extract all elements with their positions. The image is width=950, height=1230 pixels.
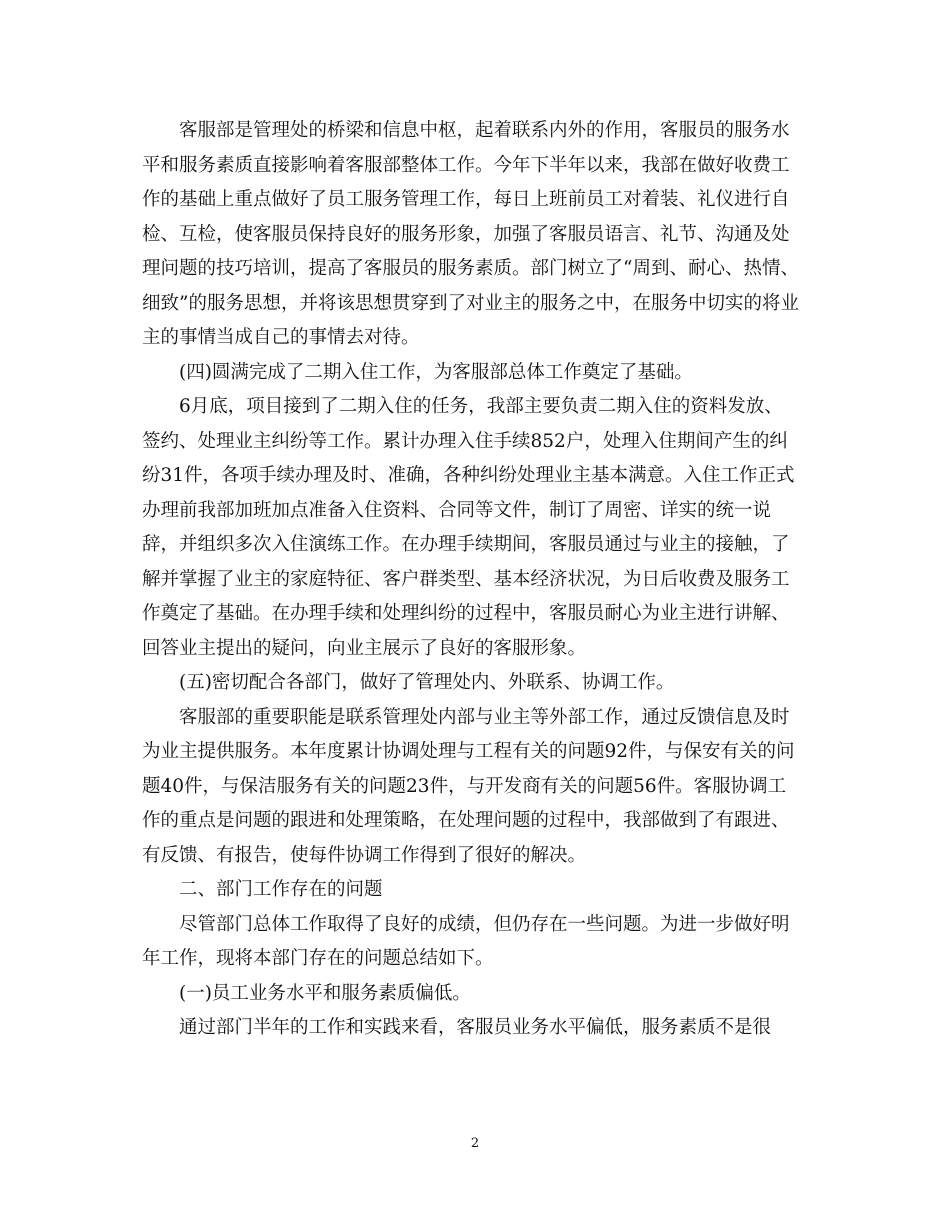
paragraph-line: 通过部门半年的工作和实践来看，客服员业务水平偏低，服务素质不是很: [179, 1017, 772, 1038]
paragraph-line: 作的重点是问题的跟进和处理策略，在处理问题的过程中，我部做到了有跟进、: [142, 810, 790, 831]
paragraph-line: 细致”的服务思想，并将该思想贯穿到了对业主的服务之中，在服务中切实的将业: [142, 292, 799, 314]
paragraph-line: 主的事情当成自己的事情去对待。: [142, 327, 420, 348]
paragraph-line: 6月底，项目接到了二期入住的任务，我部主要负责二期入住的资料发放、: [179, 396, 783, 417]
paragraph-line: 尽管部门总体工作取得了良好的成绩，但仍存在一些问题。为进一步做好明: [179, 913, 790, 935]
paragraph-line: 回答业主提出的疑问，向业主展示了良好的客服形象。: [142, 637, 587, 659]
paragraph-line: 客服部是管理处的桥梁和信息中枢，起着联系内外的作用，客服员的服务水: [179, 120, 790, 141]
paragraph-line: 作的基础上重点做好了员工服务管理工作，每日上班前员工对着装、礼仪进行自: [142, 189, 790, 210]
paragraph-line: 有反馈、有报告，使每件协调工作得到了很好的解决。: [142, 844, 587, 866]
paragraph-line: 纷31件，各项手续办理及时、准确，各种纠纷处理业主基本满意。入住工作正式: [142, 465, 795, 486]
section-heading: (五)密切配合各部门，做好了管理处内、外联系、协调工作。: [179, 672, 675, 693]
section-heading: 二、部门工作存在的问题: [179, 879, 383, 900]
paragraph-line: 客服部的重要职能是联系管理处内部与业主等外部工作，通过反馈信息及时: [179, 706, 790, 728]
paragraph-line: 作奠定了基础。在办理手续和处理纠纷的过程中，客服员耐心为业主进行讲解、: [142, 603, 790, 624]
paragraph-line: 签约、处理业主纠纷等工作。累计办理入住手续852户，处理入住期间产生的纠: [142, 430, 788, 452]
section-heading: (四)圆满完成了二期入住工作，为客服部总体工作奠定了基础。: [179, 361, 693, 383]
paragraph-line: 办理前我部加班加点准备入住资料、合同等文件，制订了周密、详实的统一说: [142, 499, 772, 521]
paragraph-line: 检、互检，使客服员保持良好的服务形象，加强了客服员语言、礼节、沟通及处: [142, 223, 790, 245]
page-number: 2: [470, 1136, 480, 1151]
paragraph-line: 年工作，现将本部门存在的问题总结如下。: [142, 948, 494, 969]
paragraph-line: 理问题的技巧培训，提高了客服员的服务素质。部门树立了“周到、耐心、热情、: [142, 258, 799, 279]
paragraph-line: 辞，并组织多次入住演练工作。在办理手续期间，客服员通过与业主的接触，了: [142, 534, 790, 555]
paragraph-line: 为业主提供服务。本年度累计协调处理与工程有关的问题92件，与保安有关的问: [142, 741, 795, 762]
document-body: [142, 114, 817, 1046]
section-heading: (一)员工业务水平和服务素质偏低。: [179, 982, 471, 1004]
paragraph-line: 平和服务素质直接影响着客服部整体工作。今年下半年以来，我部在做好收费工: [142, 154, 790, 176]
paragraph-line: 解并掌握了业主的家庭特征、客户群类型、基本经济状况，为日后收费及服务工: [142, 568, 790, 590]
paragraph-line: 题40件，与保洁服务有关的问题23件，与开发商有关的问题56件。客服协调工: [142, 775, 787, 797]
